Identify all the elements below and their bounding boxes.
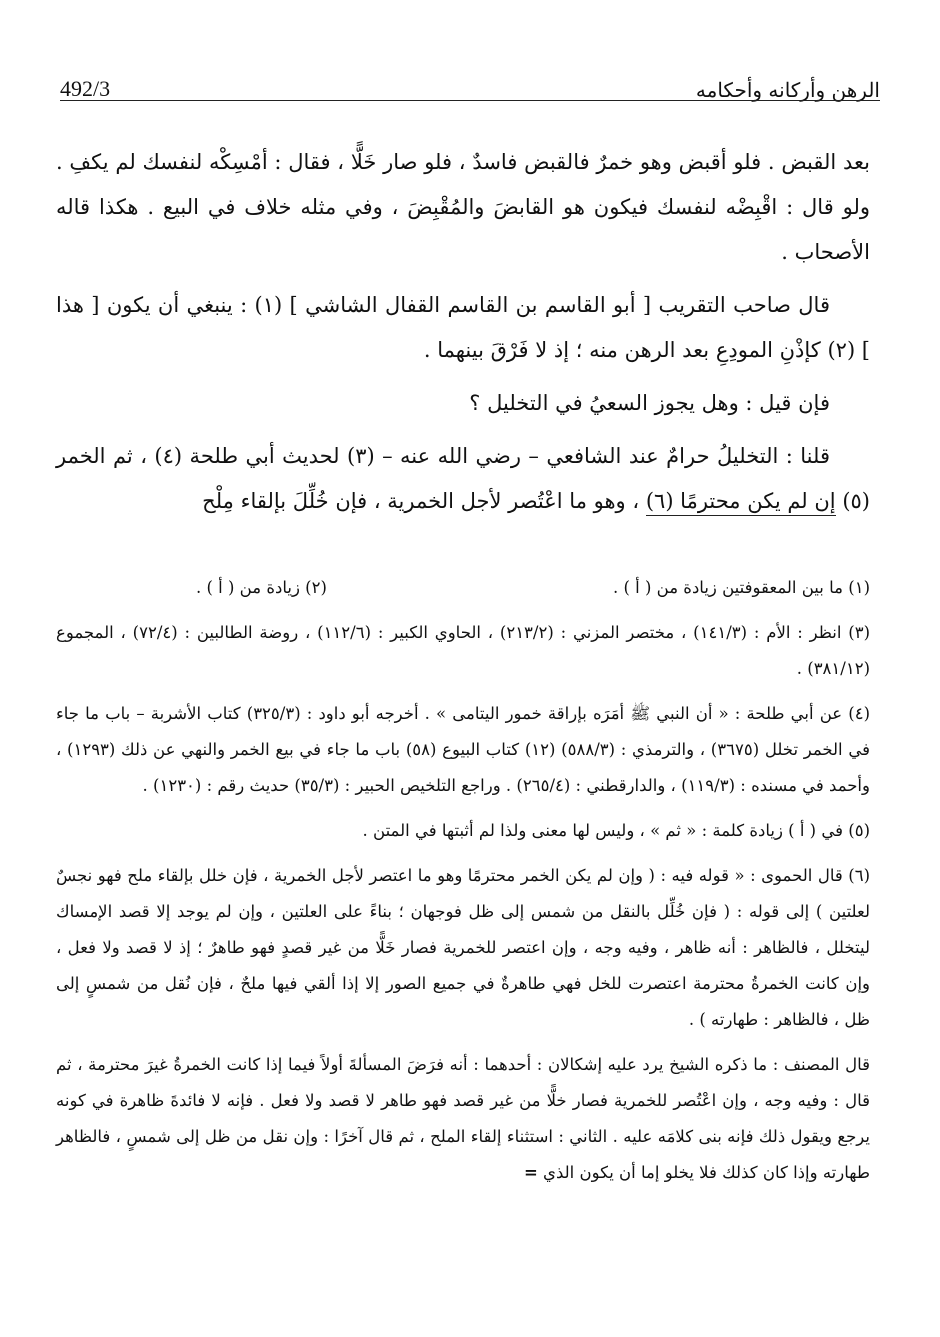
paragraph-text-end: ، وهو ما اعْتُصر لأجل الخمرية ، فإن خُلِّلَ بإلقاء مِلْح [202,489,646,513]
page-header [60,62,880,102]
footnote-6-continuation [56,1047,870,1191]
footnote-6: (٦) قال الحموى : « قوله فيه : ( وإن لم يكن الخمر محترمًا وهو ما اعتصر لأجل الخمرية ، فإن خلل بإلقاء ملح فهو نجسٌ لعلتين ) إلى قوله : ( فإن خُلِّل بالنقل من شمس إلى ظل فوجهان ؛ بناءً على العلتين ، وإن لم يوجد إلا قصد الإمساك ليتخلل ، فالظاهر : أنه ظاهر ، وفيه وجه ، وإن اعتصر للخمرية فصار خَلًّا من غير قصدٍ فهو طاهرٌ ؛ إذ لا قصد ولا فعل ، وإن كانت الخمرةُ محترمة اعتصرت للخل فهي طاهرةٌ في جميع الصور إلا إذا ألقي فيها ملحٌ ، فإن نُقل من شمسٍ إلى ظل ، فالظاهر : طهارته ) . [56,866,870,1029]
running-title: الرهن وأركانه وأحكامه [695,78,880,102]
header-divider [60,100,880,101]
continuation-mark: = [523,1163,538,1182]
footnote-3: (٣) انظر : الأم : (١٤١/٣) ، مختصر المزني : (٢١٣/٢) ، الحاوي الكبير : (١١٢/٦) ، روضة الطالبين : (٧٢/٤) ، المجموع (٣٨١/١٢) . [56,623,871,678]
footnote-1: (١) ما بين المعقوفتين زيادة من ( أ ) . [612,578,870,597]
main-paragraph: قال صاحب التقريب [ أبو القاسم بن القاسم القفال الشاشي ] (١) : ينبغي أن يكون [ هذا ] (٢) كإذْنِ المودِعِ بعد الرهن منه ؛ إذ لا فَرْقَ بينهما . [56,293,870,362]
main-paragraph [56,434,870,524]
footnote-4: (٤) عن أبي طلحة : « أن النبي ﷺ أمَرَه بإراقة خمور اليتامى » . أخرجه أبو داود : (٣٢٥/٣) كتاب الأشربة – باب ما جاء في الخمر تخلل (٣٦٧٥) ، والترمذي : (٥٨٨/٣) (١٢) كتاب البيوع (٥٨) باب ما جاء في بيع الخمر والنهي عن ذلك (١٢٩٣) ، وأحمد في مسنده : (١١٩/٣) ، والدارقطني : (٢٦٥/٤) . وراجع التلخيص الحبير : (٣٥/٣) حديث رقم : (١٢٣٠) . [56,704,871,795]
main-text [56,140,870,532]
main-paragraph: بعد القبض . فلو أقبض وهو خمرٌ فالقبض فاسدٌ ، فلو صار خَلًّا ، فقال : أمْسِكْه لنفسك لم يكفِ . ولو قال : اقْبِضْه لنفسك فيكون هو القابضَ والمُقْبِضَ ، وفي مثله خلاف في البيع . هكذا قاله الأصحاب . [56,150,870,264]
footnote-6-continuation-text: قال المصنف : ما ذكره الشيخ يرد عليه إشكالان : أحدهما : أنه فرَضَ المسألةَ أولاً فيما إذا كانت الخمرةُ غيرَ محترمة ، ثم قال : وفيه وجه ، وإن اعْتُصر للخمرية فصار خلًّا من غير قصد فهو طاهر لا قصد ولا فعل . فإنه لا فائدةَ ظاهرة في كونه يرجع ويقول ذلك فإنه بنى كلامَه عليه . الثاني : استثناء إلقاء الملح ، ثم قال آخرًا : وإن نقل من ظل إلى شمسٍ ، فالظاهر طهارته وإذا كان كذلك فلا يخلو إما أن يكون الذي [56,1055,870,1182]
footnote-2: (٢) زيادة من ( أ ) . [196,578,327,597]
page-number: 492/3 [60,76,111,101]
footnote-row [56,570,870,606]
footnotes-section [56,570,870,1200]
footnote-5: (٥) في ( أ ) زيادة كلمة : « ثم » ، وليس لها معنى ولذا لم أثبتها في المتن . [362,821,870,840]
paragraph-text-start: قلنا : التخليلُ حرامٌ عند الشافعي – رضي الله عنه – (٣) لحديث أبي طلحة (٤) ، ثم الخمر (٥) [56,444,870,513]
underlined-phrase: إن لم يكن محترمًا (٦) [646,489,836,516]
main-paragraph: فإن قيل : وهل يجوز السعيُ في التخليل ؟ [469,391,830,415]
